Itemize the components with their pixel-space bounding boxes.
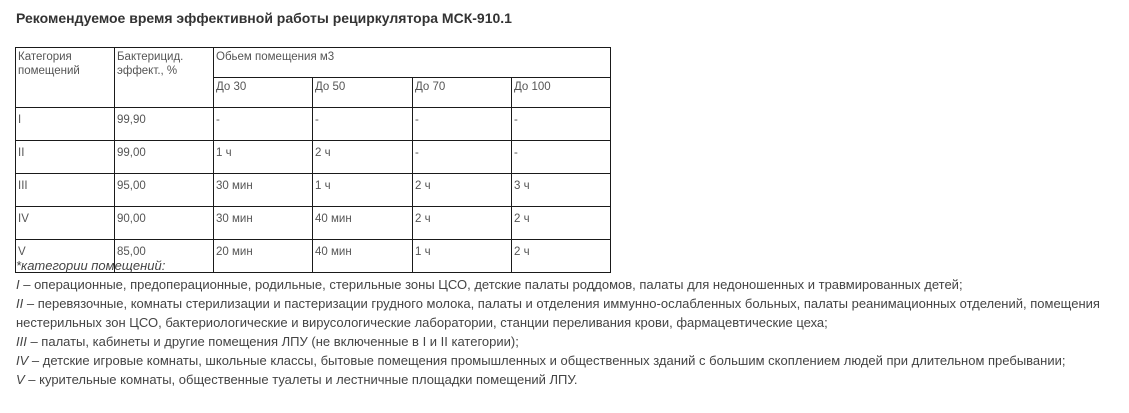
table-header-row	[16, 48, 611, 78]
table-row	[16, 108, 611, 141]
page-title: Рекомендуемое время эффективной работы рециркулятора МСК-910.1	[16, 10, 512, 26]
recirculator-table	[15, 47, 611, 273]
cell-time: -	[413, 108, 512, 141]
header-volume-30: До 30	[214, 78, 313, 108]
notes-heading: *категории помещений:	[16, 258, 166, 273]
note-text: – операционные, предоперационные, родильные, стерильные зоны ЦСО, детские палаты роддомов, палаты для недоношенных и травмированных детей;	[19, 277, 963, 292]
note-item	[16, 294, 1121, 332]
cell-time: 2 ч	[413, 174, 512, 207]
note-text: – детские игровые комнаты, школьные классы, бытовые помещения промышленных и общественных зданий с большим скоплением людей при длительном пребывании;	[28, 353, 1066, 368]
header-category: Категория помещений	[16, 48, 115, 108]
cell-time: 1 ч	[413, 240, 512, 273]
header-room-volume: Обьем помещения м3	[214, 48, 611, 78]
cell-time: -	[313, 108, 413, 141]
note-item	[16, 351, 1121, 370]
note-category: III	[16, 334, 27, 349]
category-notes	[16, 256, 1121, 389]
header-volume-50: До 50	[313, 78, 413, 108]
cell-category: II	[16, 141, 115, 174]
cell-time: 30 мин	[214, 174, 313, 207]
cell-category: IV	[16, 207, 115, 240]
note-category: I	[16, 277, 20, 292]
note-item	[16, 275, 1121, 294]
cell-effect: 99,90	[115, 108, 214, 141]
cell-time: 20 мин	[214, 240, 313, 273]
note-item	[16, 370, 1121, 389]
table-row	[16, 207, 611, 240]
cell-time: 2 ч	[512, 207, 611, 240]
header-bactericidal-effect: Бактерицид. эффект., %	[115, 48, 214, 108]
note-text: – перевязочные, комнаты стерилизации и пастеризации грудного молока, палаты и отделения иммунно-ослабленных больных, палаты реанимационных отделений, помещения нестерильных зон ЦСО, бактериологические и вирусологические лаборатории, станции переливания крови, фармацевтические цеха;	[16, 296, 1100, 330]
header-volume-70: До 70	[413, 78, 512, 108]
cell-time: -	[512, 141, 611, 174]
cell-time: 40 мин	[313, 207, 413, 240]
note-category: II	[16, 296, 24, 311]
cell-time: 2 ч	[413, 207, 512, 240]
note-item	[16, 332, 1121, 351]
cell-time: -	[512, 108, 611, 141]
note-text: – курительные комнаты, общественные туалеты и лестничные площадки помещений ЛПУ.	[24, 372, 578, 387]
cell-time: 2 ч	[512, 240, 611, 273]
cell-time: 40 мин	[313, 240, 413, 273]
note-category: IV	[16, 353, 29, 368]
cell-time: -	[214, 108, 313, 141]
table-row	[16, 174, 611, 207]
cell-effect: 95,00	[115, 174, 214, 207]
note-category: V	[16, 372, 25, 387]
cell-category: V	[16, 240, 115, 273]
cell-category: I	[16, 108, 115, 141]
note-text: – палаты, кабинеты и другие помещения ЛПУ (не включенные в I и II категории);	[26, 334, 519, 349]
cell-effect: 85,00	[115, 240, 214, 273]
cell-time: -	[413, 141, 512, 174]
cell-category: III	[16, 174, 115, 207]
table-row	[16, 141, 611, 174]
header-volume-100: До 100	[512, 78, 611, 108]
cell-time: 3 ч	[512, 174, 611, 207]
cell-time: 2 ч	[313, 141, 413, 174]
cell-effect: 90,00	[115, 207, 214, 240]
cell-time: 30 мин	[214, 207, 313, 240]
cell-time: 1 ч	[214, 141, 313, 174]
cell-time: 1 ч	[313, 174, 413, 207]
cell-effect: 99,00	[115, 141, 214, 174]
